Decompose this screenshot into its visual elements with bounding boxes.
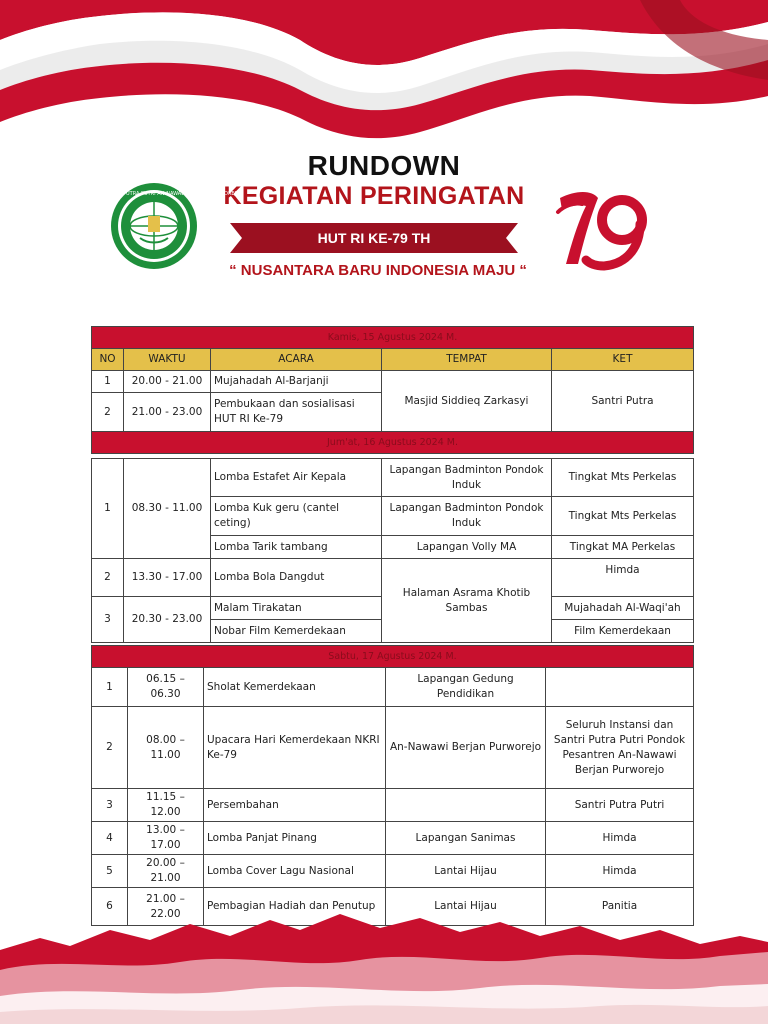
row-ket: Himda (546, 822, 694, 855)
row-acara: Lomba Estafet Air Kepala (211, 459, 382, 497)
row-waktu: 13.00 – 17.00 (128, 822, 204, 855)
row-no: 2 (92, 559, 124, 597)
table-row (92, 459, 694, 497)
row-waktu: 21.00 – 22.00 (128, 888, 204, 926)
row-acara: Malam Tirakatan (211, 597, 382, 620)
row-acara: Persembahan (204, 789, 386, 822)
day-header: Kamis, 15 Agustus 2024 M. (92, 327, 694, 349)
schedule-table-day-2 (91, 458, 694, 643)
day-header: Sabtu, 17 Agustus 2024 M. (92, 646, 694, 668)
row-no: 1 (92, 459, 124, 559)
row-acara: Pembagian Hadiah dan Penutup (204, 888, 386, 926)
table-row (92, 822, 694, 855)
bottom-red-decoration (0, 900, 768, 1024)
row-ket: Himda (552, 559, 694, 597)
row-waktu: 06.15 – 06.30 (128, 668, 204, 707)
row-no: 3 (92, 789, 128, 822)
top-flag-ribbon (0, 0, 768, 150)
row-no: 3 (92, 597, 124, 643)
row-tempat: Lapangan Sanimas (386, 822, 546, 855)
row-no: 5 (92, 855, 128, 888)
column-header-ket: KET (552, 349, 694, 371)
table-row (92, 668, 694, 707)
table-row (92, 559, 694, 597)
table-row (92, 371, 694, 393)
row-waktu: 08.00 – 11.00 (128, 707, 204, 789)
page-subtitle: KEGIATAN PERINGATAN (223, 182, 525, 210)
row-tempat: Lapangan Badminton Pondok Induk (382, 459, 552, 497)
row-acara: Upacara Hari Kemerdekaan NKRI Ke-79 (204, 707, 386, 789)
row-waktu: 20.00 – 21.00 (128, 855, 204, 888)
row-ket: Film Kemerdekaan (552, 620, 694, 643)
row-acara: Sholat Kemerdekaan (204, 668, 386, 707)
schedule-table-day-1 (91, 326, 694, 454)
row-acara: Lomba Cover Lagu Nasional (204, 855, 386, 888)
row-ket: Tingkat Mts Perkelas (552, 459, 694, 497)
row-no: 2 (92, 393, 124, 432)
table-row (92, 855, 694, 888)
row-ket: Panitia (546, 888, 694, 926)
row-acara: Nobar Film Kemerdekaan (211, 620, 382, 643)
column-header-no: NO (92, 349, 124, 371)
row-no: 1 (92, 371, 124, 393)
column-header-tempat: TEMPAT (382, 349, 552, 371)
table-row (92, 789, 694, 822)
row-no: 6 (92, 888, 128, 926)
row-acara: Lomba Bola Dangdut (211, 559, 382, 597)
row-ket: Tingkat MA Perkelas (552, 536, 694, 559)
row-acara: Mujahadah Al-Barjanji (211, 371, 382, 393)
row-ket (546, 668, 694, 707)
column-header-waktu: WAKTU (124, 349, 211, 371)
row-tempat: Lapangan Badminton Pondok Induk (382, 497, 552, 536)
row-ket: Santri Putra Putri (546, 789, 694, 822)
row-waktu: 20.00 - 21.00 (124, 371, 211, 393)
79-anniversary-logo-icon (556, 184, 652, 272)
row-tempat: Halaman Asrama Khotib Sambas (382, 559, 552, 643)
row-no: 2 (92, 707, 128, 789)
row-no: 1 (92, 668, 128, 707)
row-tempat: An-Nawawi Berjan Purworejo (386, 707, 546, 789)
row-ket: Mujahadah Al-Waqi'ah (552, 597, 694, 620)
ribbon-label: HUT RI KE-79 TH (317, 230, 431, 246)
row-waktu: 21.00 - 23.00 (124, 393, 211, 432)
row-waktu: 11.15 – 12.00 (128, 789, 204, 822)
slogan-text: “ NUSANTARA BARU INDONESIA MAJU “ (229, 262, 527, 279)
row-acara: Lomba Tarik tambang (211, 536, 382, 559)
row-tempat: Masjid Siddieq Zarkasyi (382, 371, 552, 432)
schedule-table-day-3 (91, 645, 694, 926)
row-tempat: Lantai Hijau (386, 888, 546, 926)
row-waktu: 20.30 - 23.00 (124, 597, 211, 643)
row-tempat: Lapangan Gedung Pendidikan (386, 668, 546, 707)
school-seal-icon (68, 182, 240, 270)
table-row (92, 707, 694, 789)
row-acara: Pembukaan dan sosialisasi HUT RI Ke-79 (211, 393, 382, 432)
row-acara: Lomba Kuk geru (cantel ceting) (211, 497, 382, 536)
row-no: 4 (92, 822, 128, 855)
day-header: Jum'at, 16 Agustus 2024 M. (92, 432, 694, 454)
row-ket: Santri Putra (552, 371, 694, 432)
row-acara: Lomba Panjat Pinang (204, 822, 386, 855)
row-waktu: 13.30 - 17.00 (124, 559, 211, 597)
row-ket: Tingkat Mts Perkelas (552, 497, 694, 536)
row-tempat: Lantai Hijau (386, 855, 546, 888)
row-ket: Seluruh Instansi dan Santri Putra Putri Pondok Pesantren An-Nawawi Berjan Purworejo (546, 707, 694, 789)
page-title: RUNDOWN (307, 150, 461, 181)
row-tempat: Lapangan Volly MA (382, 536, 552, 559)
column-header-acara: ACARA (211, 349, 382, 371)
row-waktu: 08.30 - 11.00 (124, 459, 211, 559)
seal-ring-text: PONDOK PESANTREN PUTRA PUTRI AN-NAWAWI BERJAN PURWOREJO (68, 191, 240, 197)
row-ket: Himda (546, 855, 694, 888)
row-tempat (386, 789, 546, 822)
